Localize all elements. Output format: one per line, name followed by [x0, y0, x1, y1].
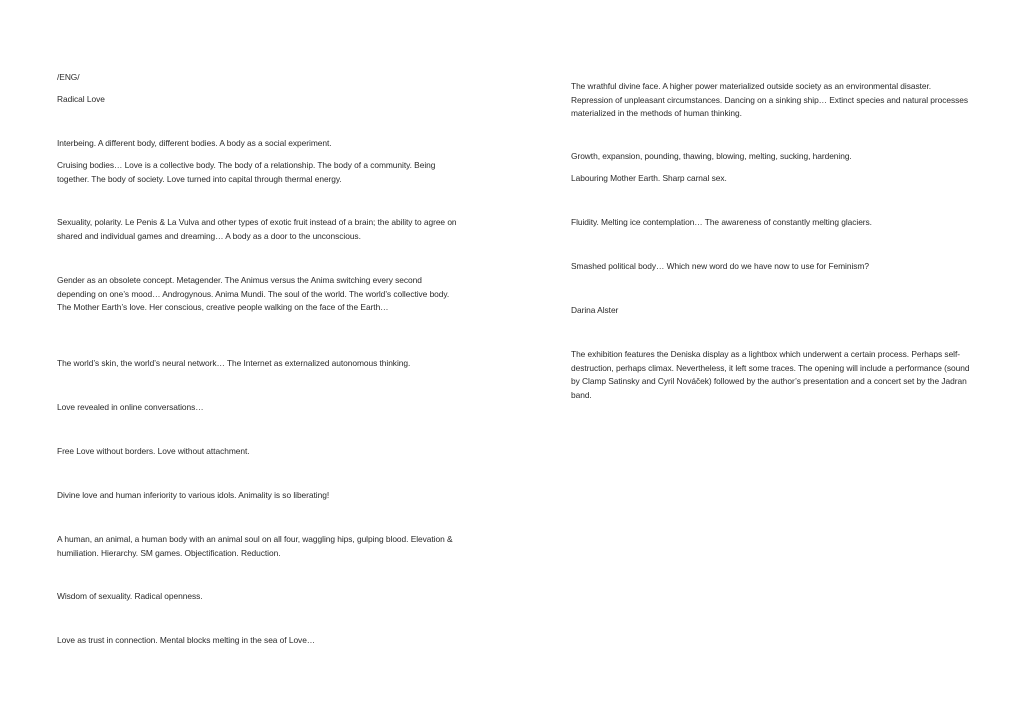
paragraph-free-love: Free Love without borders. Love without attachment.	[57, 446, 250, 456]
paragraph-worlds-skin: The world’s skin, the world’s neural network… The Internet as externalized autonomous thinking.	[57, 358, 411, 368]
paragraph-wrathful: The wrathful divine face. A higher power materialized outside society as an environmental disaster. Repression of unpleasant circumstances. Dancing on a sinking ship… Extinct species and natural processes materialized in the methods of human thinking.	[571, 81, 969, 118]
paragraph-gender: Gender as an obsolete concept. Metagender. The Animus versus the Anima switching every second depending on one’s mood… Androgynous. Anima Mundi. The soul of the world. The world’s collective body. The Mother Earth’s love. Her conscious, creative people walking on the face of the Earth…	[57, 275, 450, 312]
paragraph-interbeing: Interbeing. A different body, different bodies. A body as a social experiment.	[57, 138, 332, 148]
paragraph-trust: Love as trust in connection. Mental blocks melting in the sea of Love…	[57, 635, 316, 645]
paragraph-wisdom: Wisdom of sexuality. Radical openness.	[57, 591, 203, 601]
paragraph-cruising: Cruising bodies… Love is a collective body. The body of a relationship. The body of a community. Being together. The body of society. Love turned into capital through thermal energy.	[57, 160, 436, 184]
paragraph-sexuality: Sexuality, polarity. Le Penis & La Vulva and other types of exotic fruit instead of a brain; the ability to agree on shared and individual games and dreaming… A body as a door to the unconscious.	[57, 217, 457, 241]
paragraph-fluidity: Fluidity. Melting ice contemplation… The awareness of constantly melting glaciers.	[571, 217, 872, 227]
paragraph-growth: Growth, expansion, pounding, thawing, blowing, melting, sucking, hardening.	[571, 151, 852, 161]
document-title: Radical Love	[57, 94, 105, 104]
paragraph-political-body: Smashed political body… Which new word do we have now to use for Feminism?	[571, 261, 869, 271]
author-name: Darina Alster	[571, 305, 619, 315]
paragraph-online: Love revealed in online conversations…	[57, 402, 204, 412]
paragraph-human-animal: A human, an animal, a human body with an animal soul on all four, waggling hips, gulping blood. Elevation & humiliation. Hierarchy. SM games. Objectification. Reduction.	[57, 534, 453, 558]
paragraph-divine-love: Divine love and human inferiority to various idols. Animality is so liberating!	[57, 490, 330, 500]
paragraph-exhibition: The exhibition features the Deniska display as a lightbox which underwent a certain process. Perhaps self-destruction, perhaps climax. Nevertheless, it left some traces. The opening will include a performance (sound by Clamp Satinsky and Cyril Nováček) followed by the author’s presentation and a concert set by the Jadran band.	[571, 349, 970, 400]
paragraph-labouring: Labouring Mother Earth. Sharp carnal sex.	[571, 173, 727, 183]
language-tag: /ENG/	[57, 72, 80, 82]
